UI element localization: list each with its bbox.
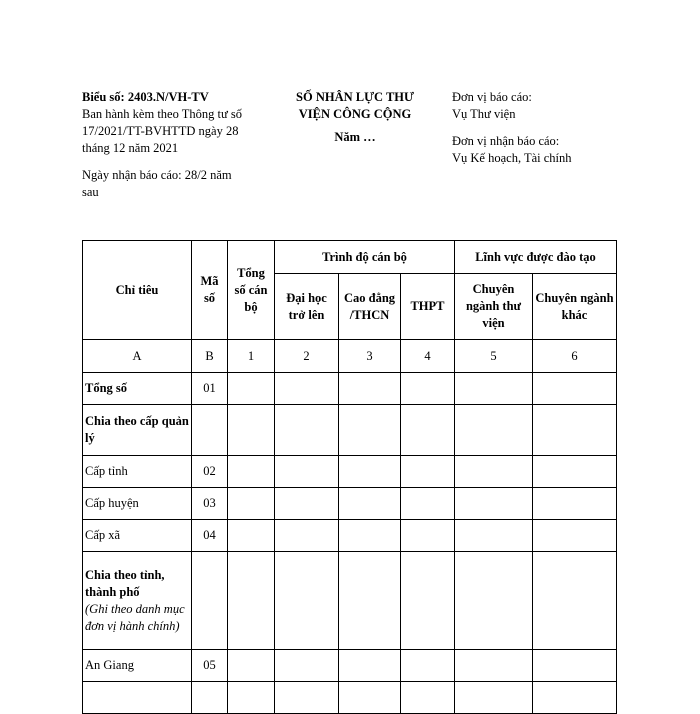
row-label: An Giang: [83, 650, 192, 682]
empty-cell: [455, 456, 533, 488]
empty-cell: [455, 488, 533, 520]
empty-cell: [401, 405, 455, 456]
empty-cell: [228, 650, 275, 682]
empty-cell: [455, 405, 533, 456]
issued-with-line-1: Ban hành kèm theo Thông tư số: [82, 107, 242, 121]
empty-cell: [533, 373, 617, 405]
index-cell: A: [83, 340, 192, 373]
row-label: Cấp huyện: [83, 488, 192, 520]
row-code: 03: [192, 488, 228, 520]
row-code: 05: [192, 650, 228, 682]
header-library-major: Chuyên ngành thư viện: [455, 274, 533, 340]
index-cell: 1: [228, 340, 275, 373]
empty-cell: [228, 520, 275, 552]
index-cell: B: [192, 340, 228, 373]
table-row: [83, 488, 617, 520]
form-year: Năm …: [334, 130, 376, 144]
empty-cell: [533, 405, 617, 456]
empty-cell: [339, 520, 401, 552]
empty-cell: [401, 488, 455, 520]
index-cell: 5: [455, 340, 533, 373]
empty-cell: [275, 405, 339, 456]
row-label-main: Chia theo tỉnh, thành phố: [85, 567, 165, 599]
empty-cell: [533, 456, 617, 488]
empty-cell: [401, 456, 455, 488]
index-cell: 3: [339, 340, 401, 373]
header-high-school: THPT: [401, 274, 455, 340]
empty-cell: [339, 488, 401, 520]
table-row: [83, 456, 617, 488]
row-code: [192, 405, 228, 456]
empty-cell: [455, 682, 533, 714]
form-number: Biểu số: 2403.N/VH-TV: [82, 90, 209, 104]
table-row: [83, 373, 617, 405]
form-header-left: [82, 89, 264, 201]
empty-cell: [228, 373, 275, 405]
empty-cell: [455, 552, 533, 650]
empty-cell: [275, 650, 339, 682]
index-cell: 4: [401, 340, 455, 373]
row-code: 01: [192, 373, 228, 405]
header-total-staff: Tổng số cán bộ: [228, 241, 275, 340]
issued-with-line-2: 17/2021/TT-BVHTTD ngày 28: [82, 124, 239, 138]
table-row: [83, 405, 617, 456]
empty-cell: [339, 682, 401, 714]
empty-cell: [401, 682, 455, 714]
row-label: Cấp tỉnh: [83, 456, 192, 488]
row-code: 04: [192, 520, 228, 552]
row-label-note: (Ghi theo danh mục đơn vị hành chính): [85, 601, 185, 633]
empty-cell: [401, 373, 455, 405]
empty-cell: [275, 520, 339, 552]
empty-cell: [401, 552, 455, 650]
empty-cell: [275, 552, 339, 650]
table-row: [83, 552, 617, 650]
index-cell: 6: [533, 340, 617, 373]
empty-cell: [275, 456, 339, 488]
header-qualification-group: Trình độ cán bộ: [275, 241, 455, 274]
row-code: [192, 682, 228, 714]
empty-cell: [533, 488, 617, 520]
receive-date-line-2: sau: [82, 185, 99, 199]
empty-cell: [455, 650, 533, 682]
receiving-unit-label: Đơn vị nhận báo cáo:: [452, 134, 560, 148]
header-indicator: Chỉ tiêu: [83, 241, 192, 340]
row-label: [83, 552, 192, 650]
reporting-unit-label: Đơn vị báo cáo:: [452, 90, 532, 104]
empty-cell: [533, 650, 617, 682]
empty-cell: [401, 650, 455, 682]
staff-report-table: [82, 240, 617, 714]
empty-cell: [455, 373, 533, 405]
header-other-major: Chuyên ngành khác: [533, 274, 617, 340]
empty-cell: [533, 552, 617, 650]
row-code: [192, 552, 228, 650]
receive-date-line-1: Ngày nhận báo cáo: 28/2 năm: [82, 168, 232, 182]
row-label: [83, 682, 192, 714]
empty-cell: [339, 650, 401, 682]
table-row: [83, 650, 617, 682]
issued-with-line-3: tháng 12 năm 2021: [82, 141, 179, 155]
empty-cell: [339, 552, 401, 650]
empty-cell: [401, 520, 455, 552]
empty-cell: [228, 488, 275, 520]
form-title-line-1: SỐ NHÂN LỰC THƯ: [296, 90, 414, 104]
reporting-unit: Vụ Thư viện: [452, 107, 516, 121]
row-code: 02: [192, 456, 228, 488]
receiving-unit: Vụ Kế hoạch, Tài chính: [452, 151, 572, 165]
header-field-group: Lĩnh vực được đào tạo: [455, 241, 617, 274]
empty-cell: [533, 520, 617, 552]
row-label: Tổng số: [83, 373, 192, 405]
empty-cell: [228, 682, 275, 714]
header-college: Cao đẳng /THCN: [339, 274, 401, 340]
row-label: Cấp xã: [83, 520, 192, 552]
empty-cell: [339, 456, 401, 488]
row-label: Chia theo cấp quản lý: [83, 405, 192, 456]
empty-cell: [455, 520, 533, 552]
empty-cell: [228, 405, 275, 456]
index-cell: 2: [275, 340, 339, 373]
table-row: [83, 682, 617, 714]
table-row: [83, 520, 617, 552]
form-title-block: [280, 89, 430, 146]
empty-cell: [228, 552, 275, 650]
empty-cell: [275, 682, 339, 714]
empty-cell: [339, 405, 401, 456]
form-title-line-2: VIỆN CÔNG CỘNG: [298, 107, 412, 121]
empty-cell: [275, 488, 339, 520]
empty-cell: [228, 456, 275, 488]
form-header-right: [452, 89, 622, 167]
empty-cell: [339, 373, 401, 405]
column-index-row: [83, 340, 617, 373]
header-code: Mã số: [192, 241, 228, 340]
header-university: Đại học trở lên: [275, 274, 339, 340]
empty-cell: [275, 373, 339, 405]
empty-cell: [533, 682, 617, 714]
